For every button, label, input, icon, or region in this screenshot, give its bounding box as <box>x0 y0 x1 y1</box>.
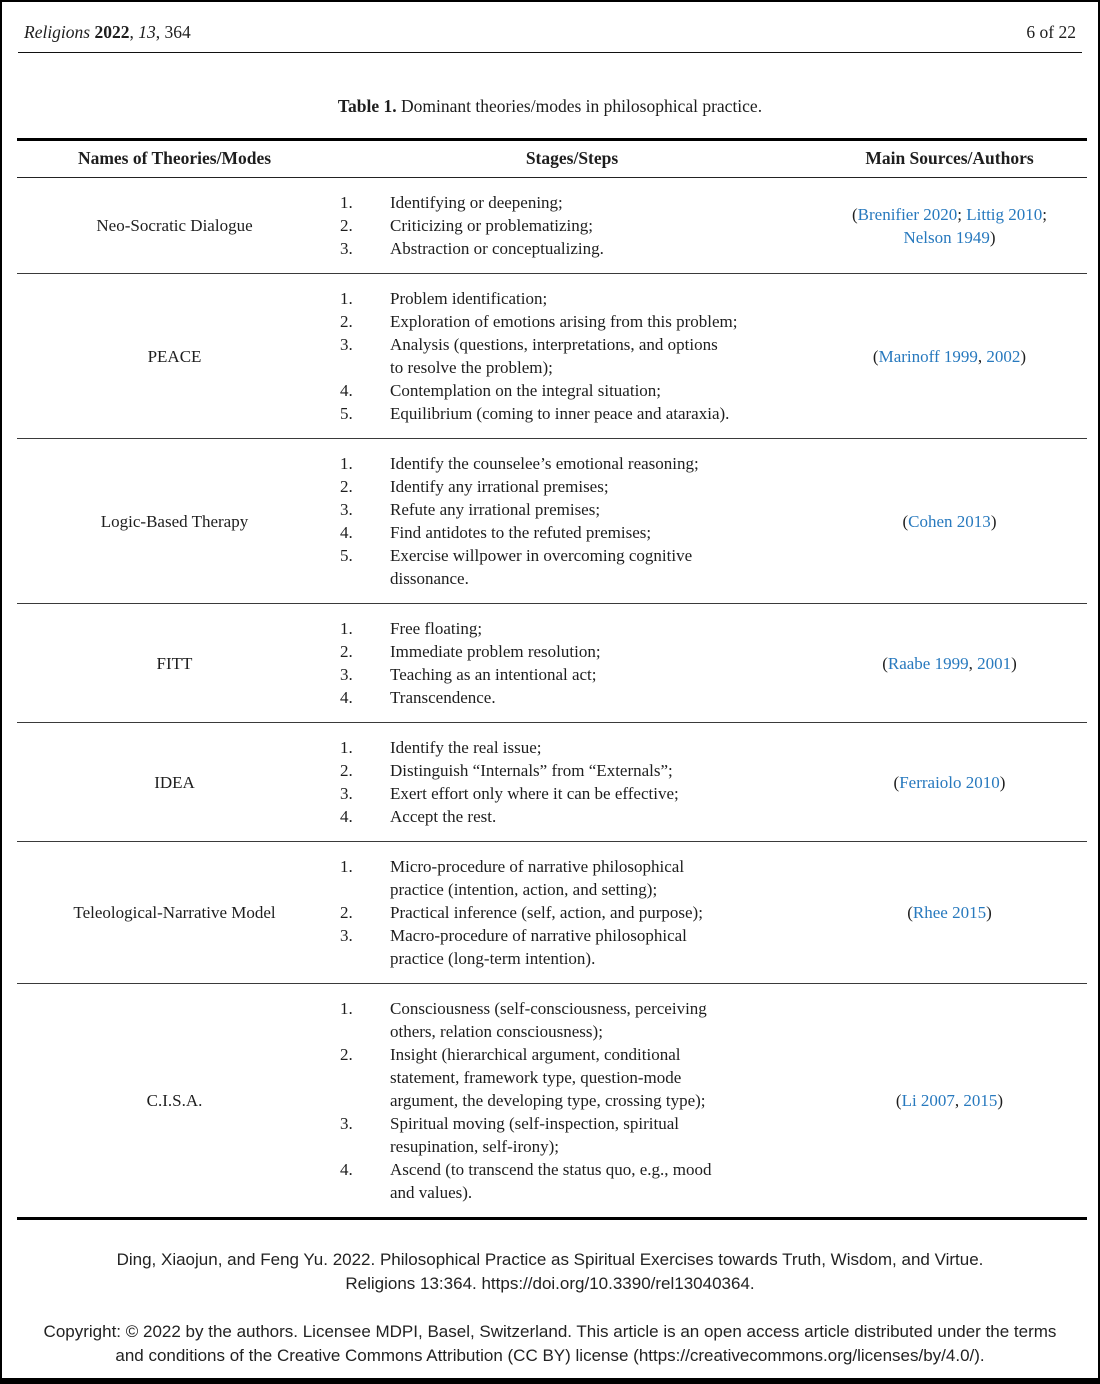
stage-text: Exert effort only where it can be effective; <box>390 784 679 803</box>
table-row <box>17 984 1087 1217</box>
stage-number: 2. <box>340 477 353 496</box>
citation-punctuation: ( <box>895 1091 902 1110</box>
stage-text: Accept the rest. <box>390 807 497 826</box>
citation-punctuation: ( <box>907 903 913 922</box>
stage-number: 4. <box>340 523 353 542</box>
stage-text: Identify the real issue; <box>390 738 542 757</box>
stage-number: 3. <box>340 784 353 803</box>
stage-item <box>340 287 812 310</box>
citation-punctuation: ( <box>893 772 900 792</box>
stage-number: 1. <box>340 857 353 876</box>
stage-text: Problem identification; <box>390 289 548 308</box>
citation-punctuation: ( <box>882 653 888 673</box>
table-row <box>17 178 1087 274</box>
stage-text: Contemplation on the integral situation; <box>390 381 662 400</box>
citation-link[interactable]: Brenifier 2020 <box>857 204 958 224</box>
sources-cell <box>812 439 1087 603</box>
table-header-row <box>17 141 1087 178</box>
theory-name: FITT <box>156 653 193 673</box>
stage-number: 1. <box>340 619 353 638</box>
stage-number: 4. <box>340 381 353 400</box>
stage-text: Criticizing or problematizing; <box>390 216 594 235</box>
stage-item <box>340 805 812 828</box>
stage-number: 1. <box>340 289 353 308</box>
stage-item <box>340 997 812 1043</box>
citation-link[interactable]: Nelson 1949 <box>903 227 990 247</box>
stage-item <box>340 498 812 521</box>
citation-punctuation: , <box>954 1091 964 1110</box>
column-header-sources: Main Sources/Authors <box>865 148 1034 168</box>
stage-number: 4. <box>340 688 353 707</box>
citation-link[interactable]: Marinoff 1999 <box>878 346 978 366</box>
stage-number: 2. <box>340 312 353 331</box>
citation-link[interactable]: Li 2007 <box>901 1091 955 1110</box>
stages-list <box>332 274 812 438</box>
stage-text: Ascend (to transcend the status quo, e.g., mood and values). <box>390 1160 712 1202</box>
sources-cell <box>812 842 1087 983</box>
stage-item <box>340 191 812 214</box>
copyright-notice: Copyright: © 2022 by the authors. Licensee MDPI, Basel, Switzerland. This article is an open access article distributed under the terms and conditions of the Creative Commons Attribution (CC BY) license (https://creativecommons.org/licenses/by/4.0/). <box>43 1322 1057 1365</box>
stage-number: 1. <box>340 999 353 1018</box>
citation-punctuation: ; <box>957 204 967 224</box>
stage-number: 1. <box>340 193 353 212</box>
citation-punctuation: , <box>968 653 978 673</box>
citation-punctuation: ) <box>990 511 997 531</box>
stage-text: Practical inference (self, action, and purpose); <box>390 903 703 922</box>
stage-item <box>340 379 812 402</box>
stage-text: Exercise willpower in overcoming cognitive dissonance. <box>390 546 693 588</box>
stage-item <box>340 475 812 498</box>
stage-number: 2. <box>340 1045 353 1064</box>
stages-list <box>332 842 812 983</box>
stage-number: 5. <box>340 404 353 423</box>
stage-item <box>340 901 812 924</box>
table-caption-text: Dominant theories/modes in philosophical practice. <box>396 96 763 116</box>
stage-item <box>340 663 812 686</box>
theory-name: IDEA <box>154 772 195 792</box>
stage-number: 3. <box>340 335 353 354</box>
column-header-names: Names of Theories/Modes <box>77 148 272 168</box>
stages-list <box>332 178 812 273</box>
stage-item <box>340 333 812 379</box>
stage-number: 3. <box>340 239 353 258</box>
stage-number: 1. <box>340 454 353 473</box>
stage-number: 2. <box>340 642 353 661</box>
citation-punctuation: ) <box>999 772 1006 792</box>
stage-number: 4. <box>340 807 353 826</box>
table-caption-label: Table 1. <box>337 96 397 116</box>
citation-link[interactable]: Raabe 1999 <box>887 653 969 673</box>
stage-number: 3. <box>340 1114 353 1133</box>
table-row <box>17 842 1087 984</box>
stage-item <box>340 402 812 425</box>
stage-text: Insight (hierarchical argument, conditional statement, framework type, question-mode argument, the developing type, crossing type); <box>390 1045 706 1110</box>
citation-link[interactable]: Cohen 2013 <box>908 511 991 531</box>
stage-item <box>340 617 812 640</box>
stages-list <box>332 723 812 841</box>
stage-text: Exploration of emotions arising from this problem; <box>390 312 738 331</box>
table-row <box>17 439 1087 604</box>
stage-text: Macro-procedure of narrative philosophical practice (long-term intention). <box>390 926 687 968</box>
theory-name: Neo-Socratic Dialogue <box>96 216 253 235</box>
stage-item <box>340 924 812 970</box>
running-header <box>24 22 1076 43</box>
theory-name: PEACE <box>147 346 202 366</box>
stage-number: 5. <box>340 546 353 565</box>
sources-cell <box>812 604 1087 722</box>
citation-punctuation: ) <box>989 227 996 247</box>
stage-item <box>340 214 812 237</box>
sources-cell <box>812 723 1087 841</box>
stage-text: Find antidotes to the refuted premises; <box>390 523 652 542</box>
sources-cell <box>812 178 1087 273</box>
stage-number: 2. <box>340 903 353 922</box>
theory-name: Logic-Based Therapy <box>100 511 249 531</box>
stage-text: Distinguish “Internals” from “Externals”; <box>390 761 673 780</box>
stages-list <box>332 604 812 722</box>
sources-cell <box>812 274 1087 438</box>
stage-number: 1. <box>340 738 353 757</box>
stage-item <box>340 1043 812 1112</box>
stage-text: Spiritual moving (self-inspection, spiritual resupination, self-irony); <box>390 1114 679 1156</box>
citation-punctuation: ( <box>902 511 909 531</box>
stage-text: Equilibrium (coming to inner peace and ataraxia). <box>390 404 730 423</box>
stage-text: Refute any irrational premises; <box>390 500 601 519</box>
citation-punctuation: ) <box>997 1091 1004 1110</box>
stage-number: 3. <box>340 500 353 519</box>
citation-link[interactable]: 2001 <box>977 653 1012 673</box>
stage-text: Identify any irrational premises; <box>390 477 609 496</box>
citation-link[interactable]: 2002 <box>986 346 1021 366</box>
journal-reference: Religions 2022, 13, 364 <box>24 22 191 42</box>
citation-punctuation: ) <box>986 903 992 922</box>
citation-punctuation: ) <box>1020 346 1027 366</box>
table-caption <box>2 96 1098 117</box>
stage-item <box>340 640 812 663</box>
stage-item <box>340 452 812 475</box>
stage-item <box>340 544 812 590</box>
stage-number: 3. <box>340 665 353 684</box>
stage-item <box>340 686 812 709</box>
column-header-stages: Stages/Steps <box>525 148 619 168</box>
stage-item <box>340 759 812 782</box>
stage-text: Identifying or deepening; <box>390 193 563 212</box>
stage-text: Identify the counselee’s emotional reasoning; <box>390 454 699 473</box>
sources-cell <box>812 984 1087 1217</box>
stage-text: Free floating; <box>390 619 483 638</box>
article-citation-line1: Ding, Xiaojun, and Feng Yu. 2022. Philosophical Practice as Spiritual Exercises towards Truth, Wisdom, and Virtue. <box>116 1250 984 1269</box>
table-row <box>17 604 1087 723</box>
stage-item <box>340 237 812 260</box>
citation-punctuation: , <box>977 346 987 366</box>
table-body <box>17 178 1087 1217</box>
table-row <box>17 723 1087 842</box>
table-row <box>17 274 1087 439</box>
citation-punctuation: ( <box>851 204 858 224</box>
stages-list <box>332 984 812 1217</box>
stage-text: Abstraction or conceptualizing. <box>390 239 604 258</box>
article-citation-line2: Religions 13:364. https://doi.org/10.3390/rel13040364. <box>345 1274 755 1293</box>
table-1 <box>17 138 1087 1220</box>
header-rule <box>18 52 1082 53</box>
citation-punctuation: ; <box>1042 204 1048 224</box>
stages-list <box>332 439 812 603</box>
stage-item <box>340 310 812 333</box>
theory-name: C.I.S.A. <box>146 1091 203 1110</box>
stage-text: Consciousness (self-consciousness, perceiving others, relation consciousness); <box>390 999 707 1041</box>
stage-number: 2. <box>340 216 353 235</box>
stage-item <box>340 1112 812 1158</box>
stage-text: Micro-procedure of narrative philosophical practice (intention, action, and setting); <box>390 857 685 899</box>
stage-item <box>340 736 812 759</box>
citation-link[interactable]: 2015 <box>963 1091 998 1110</box>
citation-punctuation: ) <box>1011 653 1017 673</box>
stage-item <box>340 521 812 544</box>
stage-item <box>340 782 812 805</box>
stage-text: Immediate problem resolution; <box>390 642 601 661</box>
stage-number: 3. <box>340 926 353 945</box>
stage-text: Teaching as an intentional act; <box>390 665 597 684</box>
theory-name: Teleological-Narrative Model <box>73 903 276 922</box>
stage-item <box>340 855 812 901</box>
stage-item <box>340 1158 812 1204</box>
stage-number: 4. <box>340 1160 353 1179</box>
citation-link[interactable]: Littig 2010 <box>966 204 1043 224</box>
citation-punctuation: ( <box>872 346 879 366</box>
citation-link[interactable]: Ferraiolo 2010 <box>899 772 1000 792</box>
article-citation <box>32 1248 1068 1296</box>
stage-number: 2. <box>340 761 353 780</box>
stage-text: Analysis (questions, interpretations, and options to resolve the problem); <box>390 335 718 377</box>
citation-link[interactable]: Rhee 2015 <box>912 903 987 922</box>
stage-text: Transcendence. <box>390 688 496 707</box>
page-number: 6 of 22 <box>1026 22 1076 42</box>
